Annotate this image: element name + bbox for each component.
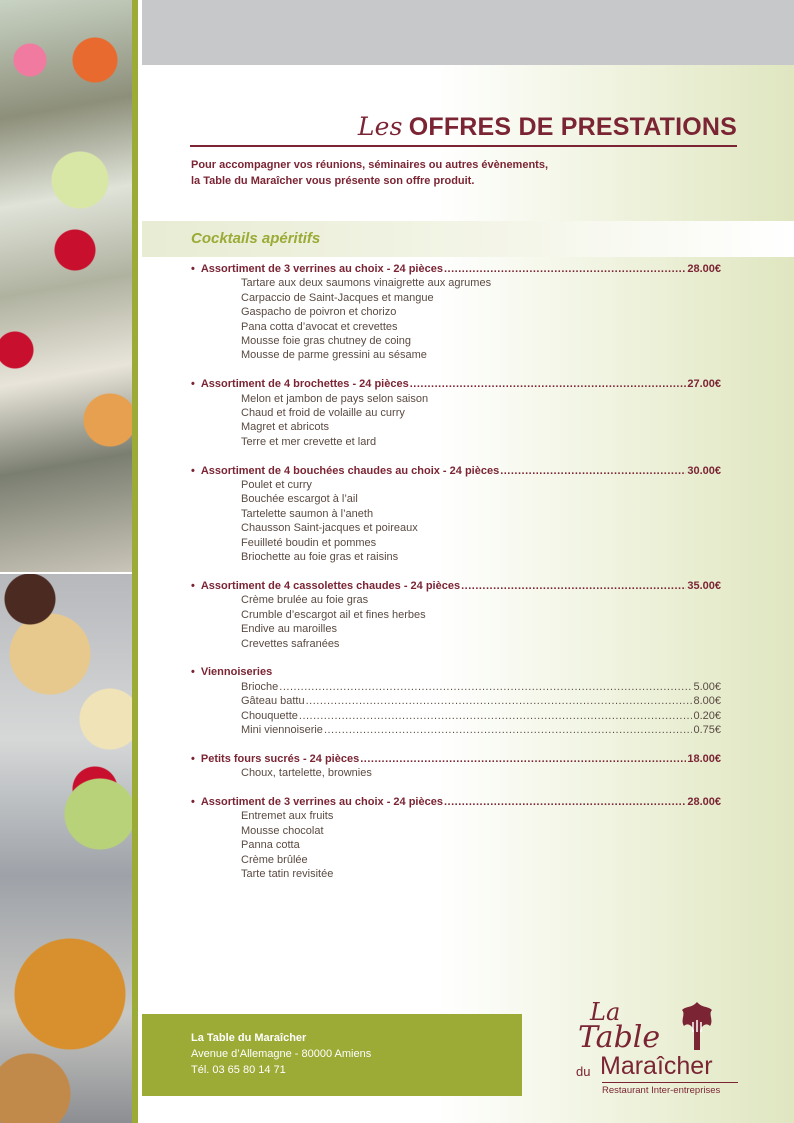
price-row-label: Gâteau battu — [241, 695, 305, 708]
food-photo-strip — [0, 0, 132, 1123]
logo-maraicher: Maraîcher — [600, 1052, 713, 1080]
bullet-icon: • — [191, 378, 195, 391]
menu-item-line: Melon et jambon de pays selon saison — [241, 392, 429, 405]
logo-table: Table — [578, 1020, 661, 1055]
menu-item-line: Crevettes safranées — [241, 637, 340, 650]
menu-item-price: 28.00€ — [687, 263, 721, 275]
menu-item-line: Pana cotta d’avocat et crevettes — [241, 320, 398, 333]
dot-leader — [500, 464, 686, 478]
menu-item — [191, 262, 721, 363]
menu-item — [191, 579, 721, 651]
bullet-icon: • — [191, 464, 195, 477]
title-script: Les — [357, 112, 403, 141]
menu-item-line: Entremet aux fruits — [241, 810, 334, 823]
dot-leader — [444, 262, 686, 276]
price-row — [191, 723, 721, 737]
dot-leader — [360, 752, 686, 766]
logo-rule — [602, 1082, 738, 1083]
menu-item-title: Assortiment de 3 verrines au choix - 24 pièces — [200, 263, 443, 275]
menu-item-title: Assortiment de 4 bouchées chaudes au choix - 24 pièces — [200, 464, 500, 477]
menu-item-price: 18.00€ — [687, 752, 721, 765]
menu-item-line: Tartelette saumon à l’aneth — [241, 507, 374, 520]
menu-list — [191, 262, 721, 896]
menu-item — [191, 377, 721, 449]
footer-name: La Table du Maraîcher — [191, 1032, 307, 1044]
logo-tagline: Restaurant Inter-entreprises — [602, 1085, 721, 1096]
menu-item — [191, 464, 721, 565]
page-title — [190, 112, 737, 142]
intro-line-1: Pour accompagner vos réunions, séminaires ou autres évènements, — [191, 159, 549, 171]
menu-item-header — [191, 262, 721, 276]
menu-item-line: Carpaccio de Saint-Jacques et mangue — [241, 291, 434, 304]
intro-line-2: la Table du Maraîcher vous présente son offre produit. — [191, 175, 475, 187]
price-row-label: Mini viennoiserie — [241, 723, 323, 736]
price-row — [191, 694, 721, 708]
bullet-icon: • — [191, 666, 195, 679]
menu-item-line: Panna cotta — [241, 839, 300, 852]
bullet-icon: • — [191, 263, 195, 275]
price-row-price: 0.20€ — [693, 709, 721, 722]
menu-item-header — [191, 665, 721, 679]
menu-item-header — [191, 464, 721, 478]
logo-la: La — [590, 998, 621, 1026]
restaurant-logo — [576, 998, 740, 1098]
price-row-price: 0.75€ — [693, 723, 721, 736]
menu-item-price: 35.00€ — [687, 579, 721, 592]
dot-leader — [299, 709, 693, 723]
menu-item-line: Chausson Saint-jacques et poireaux — [241, 522, 418, 535]
dot-leader — [461, 579, 686, 593]
menu-item-line: Choux, tartelette, brownies — [241, 767, 372, 780]
verrines-photo — [0, 0, 132, 572]
title-rule — [190, 145, 737, 147]
dot-leader — [444, 795, 686, 809]
price-row-label: Brioche — [241, 680, 279, 693]
menu-item-line: Gaspacho de poivron et chorizo — [241, 306, 397, 319]
footer-contact — [191, 1030, 371, 1078]
viennoiseries-item — [191, 665, 721, 737]
intro-text — [191, 157, 731, 189]
menu-item-line: Bouchée escargot à l’ail — [241, 493, 358, 506]
price-row-label: Chouquette — [241, 709, 298, 722]
menu-item-title: Assortiment de 4 cassolettes chaudes - 24 pièces — [200, 579, 461, 592]
price-row-price: 5.00€ — [693, 680, 721, 693]
menu-item-line: Poulet et curry — [241, 479, 312, 492]
menu-item-line: Crème brulée au foie gras — [241, 594, 369, 607]
section-title: Cocktails apéritifs — [191, 230, 321, 247]
bullet-icon: • — [191, 579, 195, 592]
price-row-price: 8.00€ — [693, 695, 721, 708]
dot-leader — [279, 680, 692, 694]
desserts-item — [191, 795, 721, 881]
menu-item-title: Petits fours sucrés - 24 pièces — [200, 752, 360, 765]
price-row — [191, 709, 721, 723]
footer-phone: Tél. 03 65 80 14 71 — [191, 1064, 286, 1076]
menu-item-line: Briochette au foie gras et raisins — [241, 551, 399, 564]
petits-fours-item — [191, 752, 721, 781]
price-row — [191, 680, 721, 694]
footer-address: Avenue d’Allemagne - 80000 Amiens — [191, 1048, 372, 1060]
menu-item-header — [191, 579, 721, 593]
menu-item-line: Tartare aux deux saumons vinaigrette aux agrumes — [241, 277, 492, 290]
top-grey-band — [142, 0, 794, 65]
menu-item-line: Terre et mer crevette et lard — [241, 435, 377, 448]
menu-item-price: 27.00€ — [687, 378, 721, 391]
petits-fours-photo — [0, 574, 132, 1123]
menu-item-header — [191, 795, 721, 809]
menu-item-price: 30.00€ — [687, 464, 721, 477]
menu-item-title: Assortiment de 3 verrines au choix - 24 pièces — [200, 795, 443, 808]
menu-item-line: Mousse foie gras chutney de coing — [241, 335, 411, 348]
menu-item-line: Crumble d’escargot ail et fines herbes — [241, 608, 426, 621]
menu-item-price: 28.00€ — [687, 795, 721, 808]
menu-item-line: Tarte tatin revisitée — [241, 867, 334, 880]
menu-item-line: Mousse de parme gressini au sésame — [241, 349, 427, 362]
menu-item-line: Magret et abricots — [241, 421, 330, 434]
menu-item-line: Chaud et froid de volaille au curry — [241, 407, 405, 420]
menu-item-line: Mousse chocolat — [241, 824, 324, 837]
menu-item-header — [191, 377, 721, 391]
menu-item-header — [191, 752, 721, 766]
menu-item-line: Crème brûlée — [241, 853, 308, 866]
dot-leader — [306, 694, 693, 708]
dot-leader — [324, 723, 693, 737]
bullet-icon: • — [191, 795, 195, 808]
menu-item-line: Feuilleté boudin et pommes — [241, 536, 377, 549]
menu-item-title: Viennoiseries — [200, 666, 273, 679]
menu-item-title: Assortiment de 4 brochettes - 24 pièces — [200, 378, 409, 391]
title-main: OFFRES DE PRESTATIONS — [408, 113, 737, 141]
logo-du: du — [576, 1064, 591, 1079]
leaf-fork-icon — [672, 1000, 722, 1052]
bullet-icon: • — [191, 752, 195, 765]
dot-leader — [410, 377, 687, 391]
menu-item-line: Endive au maroilles — [241, 623, 337, 636]
